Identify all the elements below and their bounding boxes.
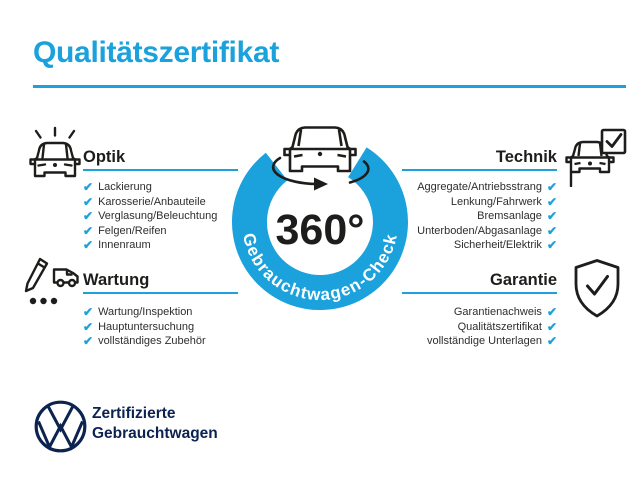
rotation-arrowhead [314, 178, 328, 191]
list-item-label: Karosserie/Anbauteile [98, 195, 206, 208]
check-icon: ✔ [83, 238, 94, 253]
list-item-label: Sicherheit/Elektrik [453, 239, 542, 252]
list-item-label: Unterboden/Abgasanlage [417, 224, 542, 237]
check-icon: ✔ [546, 180, 557, 195]
check-icon: ✔ [546, 209, 557, 224]
list-item-label: Innenraum [98, 239, 151, 252]
badge-degree-label: 360° [275, 206, 365, 254]
list-item-label: Hauptuntersuchung [98, 320, 195, 333]
section-title-technik: Technik [495, 148, 557, 166]
rotating-car-icon [273, 128, 368, 191]
section-title-garantie: Garantie [490, 271, 557, 289]
list-item-label: Wartung/Inspektion [98, 306, 193, 319]
check-icon: ✔ [83, 209, 94, 224]
check-icon: ✔ [83, 223, 94, 238]
list-item-label: Garantienachweis [453, 306, 542, 319]
badge-ring-label: Gebrauchtwagen-Check [238, 231, 402, 305]
list-item-label: Verglasung/Beleuchtung [98, 210, 218, 223]
check-icon: ✔ [546, 194, 557, 209]
footer-brand-line2: Gebrauchtwagen [92, 425, 218, 442]
footer-brand-text [92, 404, 218, 444]
list-item-label: Qualitätszertifikat [457, 320, 542, 333]
list-item-label: vollständige Unterlagen [426, 335, 542, 348]
list-item-label: Bremsanlage [477, 210, 542, 223]
check-icon: ✔ [546, 334, 557, 349]
check-icon: ✔ [83, 305, 94, 320]
footer-brand-line1: Zertifizierte [92, 405, 176, 422]
check-icon: ✔ [546, 238, 557, 253]
list-item-label: Lenkung/Fahrwerk [450, 195, 542, 208]
check-icon: ✔ [83, 180, 94, 195]
check-icon: ✔ [83, 194, 94, 209]
check-icon: ✔ [83, 319, 94, 334]
list-item-label: vollständiges Zubehör [98, 335, 206, 348]
page-title: Qualitätszertifikat [33, 36, 280, 69]
check-icon: ✔ [546, 223, 557, 238]
list-item-label: Felgen/Reifen [98, 224, 167, 237]
section-title-optik: Optik [83, 148, 126, 166]
check-icon: ✔ [83, 334, 94, 349]
list-item-label: Lackierung [98, 181, 152, 194]
list-item-label: Aggregate/Antriebsstrang [417, 181, 542, 194]
section-title-wartung: Wartung [83, 271, 150, 289]
check-icon: ✔ [546, 305, 557, 320]
vw-logo [33, 399, 88, 454]
check-icon: ✔ [546, 319, 557, 334]
